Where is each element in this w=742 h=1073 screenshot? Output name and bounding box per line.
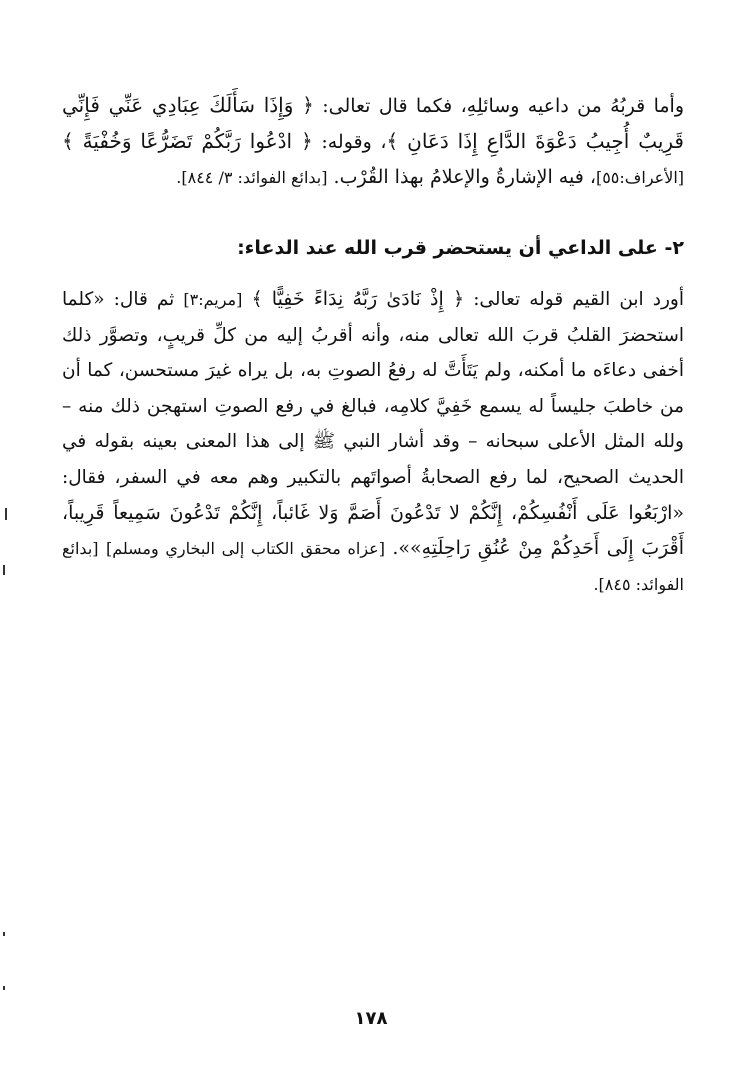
paragraph-intro: أورد ابن القيم قوله تعالى:: [473, 289, 684, 310]
quote-body: «كلما استحضرَ القلبُ قربَ الله تعالى منه، وأنه أقربُ إليه من كلِّ قريبٍ، وتصوَّر ذلك أخفى دعاءَه ما أمكنه، ولم يَتَأَتَّ له رفعُ الصوتِ به، بل يراه غيرَ مستحسن، كما أن من خاطبَ جليساً له يسمع خَفِيَّ كلامِه، فبالغ في رفع الصوتِ استهجن ذلك منه – ولله المثل الأعلى سبحانه – وقد أشار النبي ﷺ إلى هذا المعنى بعينه بقوله في الحديث الصحيح، لما رفع الصحابةُ أصواتَهم بالتكبير وهم معه في السفر، فقال:: [62, 289, 684, 488]
source-reference: [بدائع الفوائد: ٨٤٥].: [62, 539, 684, 594]
paragraph-intro: وأما قربُهُ من داعيه وسائلِهِ، فكما قال تعالى:: [322, 95, 685, 117]
page-number: ١٧٨: [354, 1008, 388, 1029]
scan-edge-mark: [3, 565, 5, 575]
quran-verse-al-araf: ﴿ ادْعُوا رَبَّكُمْ تَضَرُّعًا وَخُفْيَةً ﴾: [62, 129, 313, 153]
attribution-reference: [عزاه محقق الكتاب إلى البخاري ومسلم]: [105, 539, 385, 559]
scan-edge-mark: [5, 508, 7, 520]
paragraph-tail: ، فيه الإشارةُ والإعلامُ بهذا القُرْب.: [333, 166, 596, 188]
paragraph-after-reference: ثم قال:: [113, 289, 175, 310]
paragraph-connector: ، وقوله:: [321, 131, 387, 153]
hadith-text: «ارْبَعُوا عَلَى أَنْفُسِكُمْ، إِنَّكُمْ لا تَدْعُونَ أَصَمَّ وَلا غَائباً، إِنَّكُمْ تَدْعُونَ سَمِيعاً قَرِيباً، أَقْرَبَ إِلَى أَحَدِكُمْ مِنْ عُنُقِ رَاحِلَتِهِ»».: [62, 501, 684, 560]
scan-edge-mark: [3, 986, 5, 990]
paragraph-ibn-al-qayyim: [62, 282, 684, 602]
source-reference: [بدائع الفوائد: ٣/ ٨٤٤].: [176, 168, 328, 187]
verse-reference: [مريم:٣]: [183, 290, 243, 309]
section-heading: ٢- على الداعي أن يستحضر قرب الله عند الدعاء:: [237, 237, 684, 259]
verse-reference: [الأعراف:٥٥]: [595, 168, 684, 187]
paragraph-divine-nearness: [62, 88, 684, 195]
scan-edge-mark: [3, 932, 5, 936]
quran-verse-maryam: ﴿ إِذْ نَادَىٰ رَبَّهُ نِدَاءً خَفِيًّا ﴾: [251, 288, 465, 310]
quran-verse-al-baqarah: ﴿ وَإِذَا سَأَلَكَ عِبَادِي عَنِّي فَإِنِّي قَرِيبٌ أُجِيبُ دَعْوَةَ الدَّاعِ إِذَا دَعَانِ ﴾: [62, 93, 684, 153]
